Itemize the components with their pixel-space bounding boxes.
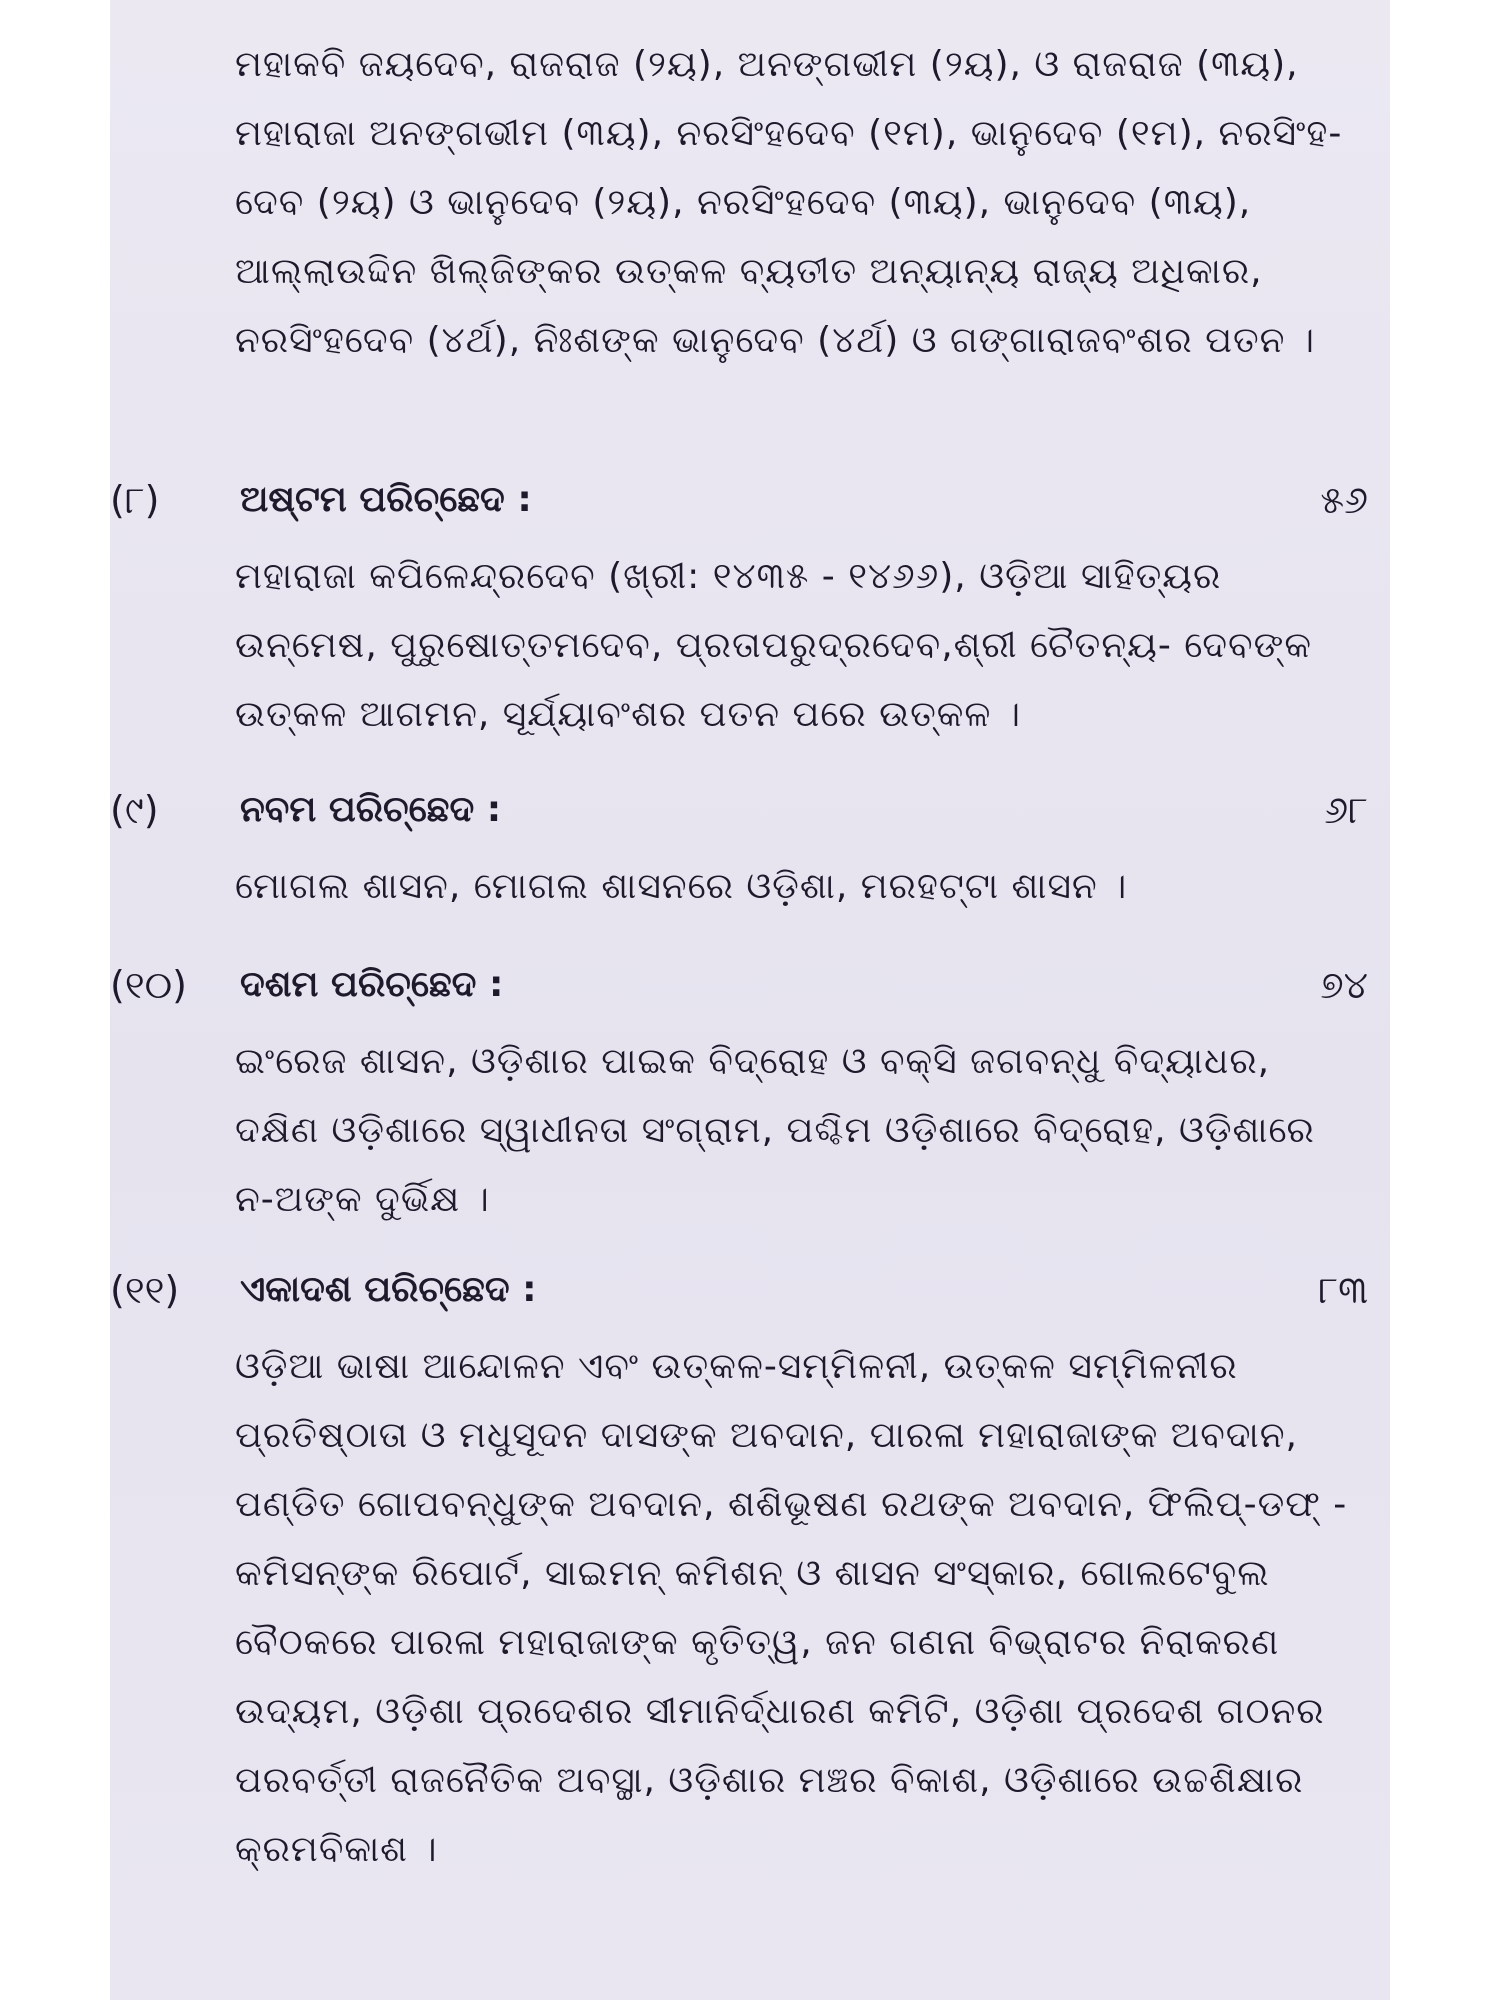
chapter-page-number: ୮୩ bbox=[1318, 1268, 1368, 1312]
chapter-page-number: ୬୮ bbox=[1324, 788, 1368, 832]
chapter-number: (୯) bbox=[110, 788, 159, 832]
intro-paragraph: ମହାକବି ଜୟଦେବ, ରାଜରାଜ (୨ୟ), ଅନଙ୍ଗଭୀମ (୨ୟ), ଓ ରାଜରାଜ (୩ୟ), ମହାରାଜା ଅନଙ୍ଗଭୀମ (୩ୟ), ନରସିଂହଦେବ (୧ମ), ଭାନୁଦେବ (୧ମ), ନରସିଂହ- ଦେବ (୨ୟ) ଓ ଭାନୁଦେବ (୨ୟ), ନରସିଂହଦେବ (୩ୟ), ଭାନୁଦେବ (୩ୟ), ଆଲ୍ଲାଉଦ୍ଦିନ ଖିଲ୍‌ଜିଙ୍କର ଉତ୍କଳ ବ୍ୟତୀତ ଅନ୍ୟାନ୍ୟ ରାଜ୍ୟ ଅଧିକାର, ନରସିଂହଦେବ (୪ର୍ଥ), ନିଃଶଙ୍କ ଭାନୁଦେବ (୪ର୍ଥ) ଓ ଗଙ୍ଗାରାଜବଂଶର ପତନ । bbox=[235, 44, 1343, 361]
chapter-description: ମୋଗଲ ଶାସନ, ମୋଗଲ ଶାସନରେ ଓଡ଼ିଶା, ମରହଟ୍ଟା ଶାସନ । bbox=[235, 866, 1128, 907]
chapter-number: (୧୧) bbox=[110, 1268, 180, 1312]
chapter-page-number: ୭୪ bbox=[1320, 963, 1368, 1007]
chapter-number: (୮) bbox=[110, 478, 160, 522]
chapter-page-number: ୫୬ bbox=[1320, 478, 1368, 522]
book-page bbox=[110, 0, 1390, 2000]
chapter-title: ଅଷ୍ଟମ ପରିଚ୍ଛେଦ : bbox=[240, 479, 532, 520]
chapter-number: (୧୦) bbox=[110, 963, 187, 1007]
chapter-title: ନବମ ପରିଚ୍ଛେଦ : bbox=[240, 789, 502, 830]
chapter-description: ଇଂରେଜ ଶାସନ, ଓଡ଼ିଶାର ପାଇକ ବିଦ୍ରୋହ ଓ ବକ୍‌ସି ଜଗବନ୍ଧୁ ବିଦ୍ୟାଧର, ଦକ୍ଷିଣ ଓଡ଼ିଶାରେ ସ୍ୱାଧୀନତା ସଂଗ୍ରାମ, ପଶ୍ଚିମ ଓଡ଼ିଶାରେ ବିଦ୍ରୋହ, ଓଡ଼ିଶାରେ ନ-ଅଙ୍କ ଦୁର୍ଭିକ୍ଷ । bbox=[235, 1041, 1315, 1220]
chapter-title: ଦଶମ ପରିଚ୍ଛେଦ : bbox=[240, 964, 504, 1005]
chapter-description: ମହାରାଜା କପିଳେନ୍ଦ୍ରଦେବ (ଖ୍ରୀ: ୧୪୩୫ - ୧୪୬୬), ଓଡ଼ିଆ ସାହିତ୍ୟର ଉନ୍ମେଷ, ପୁରୁଷୋତ୍ତମଦେବ, ପ୍ରତାପରୁଦ୍ରଦେବ,ଶ୍ରୀ ଚୈତନ୍ୟ- ଦେବଙ୍କ ଉତ୍କଳ ଆଗମନ, ସୂର୍ଯ୍ୟାବଂଶର ପତନ ପରେ ଉତ୍କଳ । bbox=[235, 556, 1313, 735]
chapter-description: ଓଡ଼ିଆ ଭାଷା ଆନ୍ଦୋଳନ ଏବଂ ଉତ୍କଳ-ସମ୍ମିଳନୀ, ଉତ୍କଳ ସମ୍ମିଳନୀର ପ୍ରତିଷ୍ଠାତା ଓ ମଧୁସୂଦନ ଦାସଙ୍କ ଅବଦାନ, ପାରଳା ମହାରାଜାଙ୍କ ଅବଦାନ, ପଣ୍ଡିତ ଗୋପବନ୍ଧୁଙ୍କ ଅବଦାନ, ଶଶିଭୂଷଣ ରଥଙ୍କ ଅବଦାନ, ଫିଲିପ୍-ଡଫ୍ - କମିସନ୍‌ଙ୍କ ରିପୋର୍ଟ, ସାଇମନ୍ କମିଶନ୍ ଓ ଶାସନ ସଂସ୍କାର, ଗୋଲଟେବୁଲ ବୈଠକରେ ପାରଳା ମହାରାଜାଙ୍କ କୃତିତ୍ୱ, ଜନ ଗଣନା ବିଭ୍ରାଟର ନିରାକରଣ ଉଦ୍ୟମ, ଓଡ଼ିଶା ପ୍ରଦେଶର ସୀମାନିର୍ଦ୍ଧାରଣ କମିଟି, ଓଡ଼ିଶା ପ୍ରଦେଶ ଗଠନର ପରବର୍ତ୍ତୀ ରାଜନୈତିକ ଅବସ୍ଥା, ଓଡ଼ିଶାର ମଞ୍ଚର ବିକାଶ, ଓଡ଼ିଶାରେ ଉଚ୍ଚଶିକ୍ଷାର କ୍ରମବିକାଶ । bbox=[235, 1346, 1348, 1870]
chapter-title: ଏକାଦଶ ପରିଚ୍ଛେଦ : bbox=[240, 1269, 537, 1310]
